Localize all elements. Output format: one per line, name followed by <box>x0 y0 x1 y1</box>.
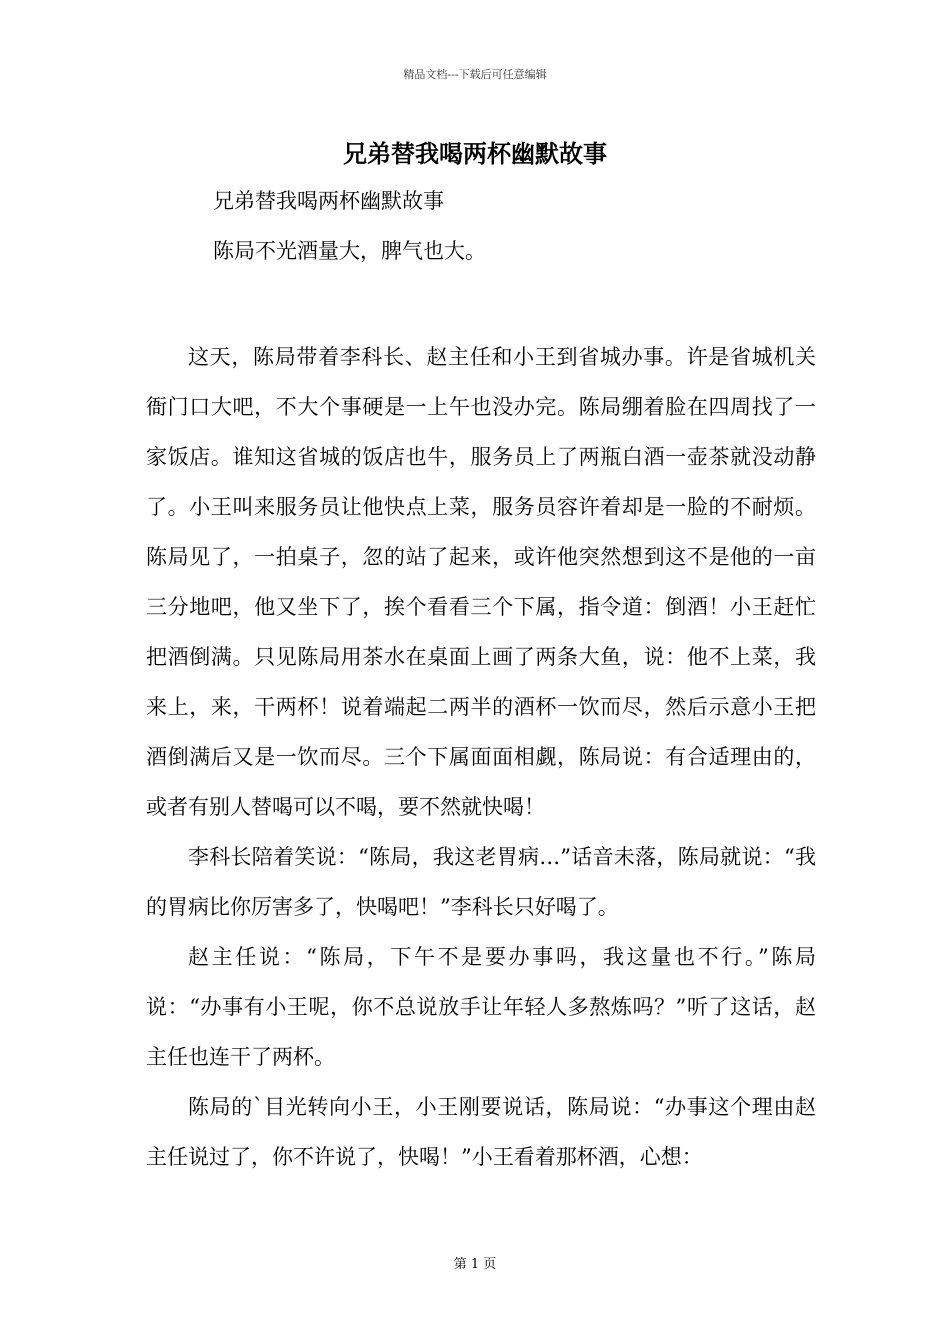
lead-line-title: 兄弟替我喝两杯幽默故事 <box>213 189 444 213</box>
paragraph: 陈局的`目光转向小王，小王刚要说话，陈局说：“办事这个理由赵主任说过了，你不许说了，快喝！”小王看着那杯酒，心想： <box>146 1095 816 1169</box>
paragraph: 这天，陈局带着李科长、赵主任和小王到省城办事。许是省城机关衙门口大吧，不大个事硬是一上午也没办完。陈局绷着脸在四周找了一家饭店。谁知这省城的饭店也牛，服务员上了两瓶白酒一壶茶就没动静了。小王叫来服务员让他快点上菜，服务员容许着却是一脸的不耐烦。陈局见了，一拍桌子，忽的站了起来，或许他突然想到这不是他的一亩三分地吧，他又坐下了，挨个看看三个下属，指令道：倒酒！小王赶忙把酒倒满。只见陈局用茶水在桌面上画了两条大鱼，说：他不上菜，我来上，来，干两杯！说着端起二两半的酒杯一饮而尽，然后示意小王把酒倒满后又是一饮而尽。三个下属面面相觑，陈局说：有合适理由的，或者有别人替喝可以不喝，要不然就快喝！ <box>146 345 816 819</box>
page-number: 第 1 页 <box>453 1257 497 1272</box>
document-title: 兄弟替我喝两杯幽默故事 <box>343 139 607 168</box>
paragraph: 赵主任说：“陈局，下午不是要办事吗，我这量也不行。”陈局说：“办事有小王呢，你不总说放手让年轻人多熬炼吗？”听了这话，赵主任也连干了两杯。 <box>146 945 816 1069</box>
paragraph: 李科长陪着笑说：“陈局，我这老胃病…”话音未落，陈局就说：“我的胃病比你厉害多了，快喝吧！”李科长只好喝了。 <box>146 845 816 919</box>
page-header: 精品文档---下载后可任意编辑 <box>403 68 547 81</box>
lead-line-intro: 陈局不光酒量大，脾气也大。 <box>213 239 486 263</box>
story-body <box>146 332 816 1182</box>
